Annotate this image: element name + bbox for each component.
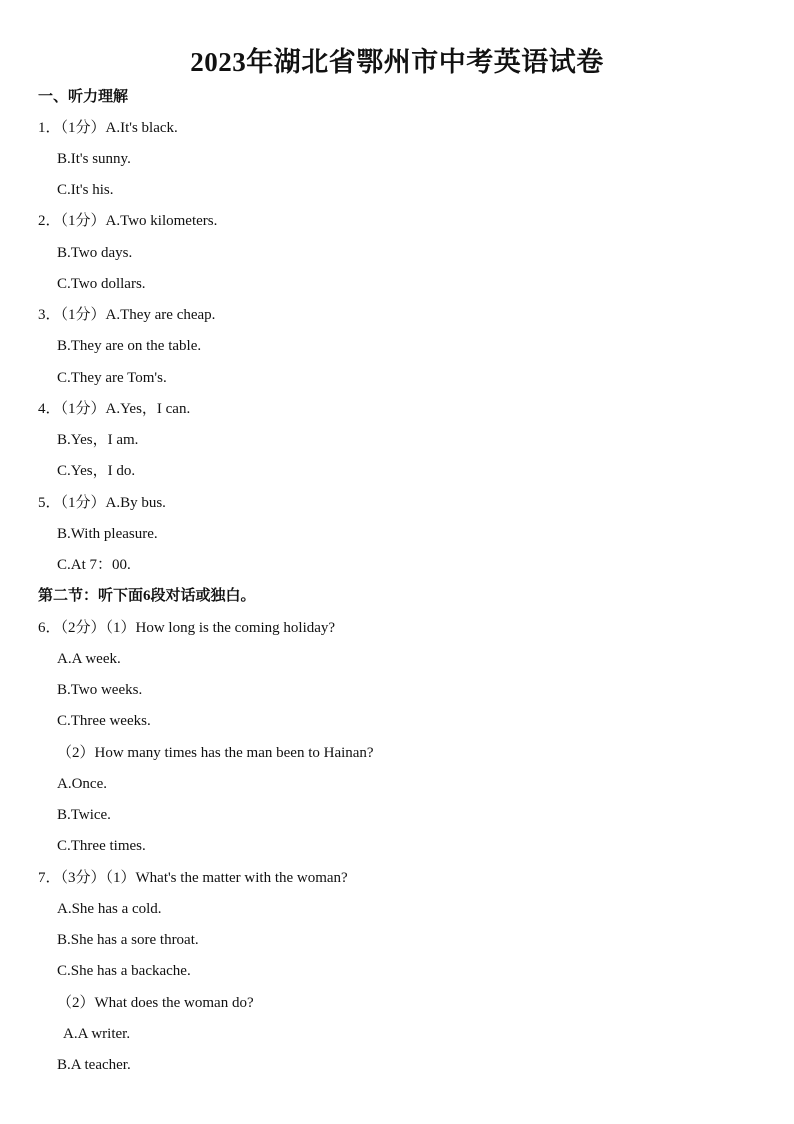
option-c: C.They are Tom's. <box>57 370 167 386</box>
option-a: A.She has a cold. <box>57 901 162 917</box>
option-b: B.It's sunny. <box>57 151 131 167</box>
page-title: 2023年湖北省鄂州市中考英语试卷 <box>190 47 604 77</box>
question-3: 3．（1分）A.They are cheap. <box>38 307 216 323</box>
option-b: B.With pleasure. <box>57 526 158 542</box>
option-a: A.Once. <box>57 776 107 792</box>
question-7: 7．（3分）（1）What's the matter with the woman? <box>38 870 348 886</box>
option-c: C.Two dollars. <box>57 276 146 292</box>
option-c: C.Three times. <box>57 838 146 854</box>
option-b: B.She has a sore throat. <box>57 932 199 948</box>
option-b: B.Two days. <box>57 245 133 261</box>
question-6: 6．（2分）（1）How long is the coming holiday? <box>38 620 336 636</box>
option-b: B.Yes，I am. <box>57 432 139 448</box>
section-heading-listening: 一、听力理解 <box>38 89 129 105</box>
sub-question: （2）How many times has the man been to Hainan? <box>57 745 374 761</box>
option-a: A.A week. <box>57 651 121 667</box>
section-heading-part-two: 第二节：听下面6段对话或独白。 <box>38 588 256 604</box>
question-5: 5．（1分）A.By bus. <box>38 495 166 511</box>
option-c: C.At 7：00. <box>57 557 131 573</box>
question-4: 4．（1分）A.Yes，I can. <box>38 401 191 417</box>
option-b: B.They are on the table. <box>57 338 202 354</box>
question-2: 2．（1分）A.Two kilometers. <box>38 213 218 229</box>
question-1: 1．（1分）A.It's black. <box>38 120 178 136</box>
option-c: C.Three weeks. <box>57 713 151 729</box>
option-b: B.Twice. <box>57 807 111 823</box>
option-c: C.It's his. <box>57 182 114 198</box>
sub-question: （2）What does the woman do? <box>57 995 254 1011</box>
option-b: B.Two weeks. <box>57 682 143 698</box>
option-c: C.She has a backache. <box>57 963 191 979</box>
option-b: B.A teacher. <box>57 1057 131 1073</box>
option-a: A.A writer. <box>63 1026 131 1042</box>
option-c: C.Yes，I do. <box>57 463 136 479</box>
